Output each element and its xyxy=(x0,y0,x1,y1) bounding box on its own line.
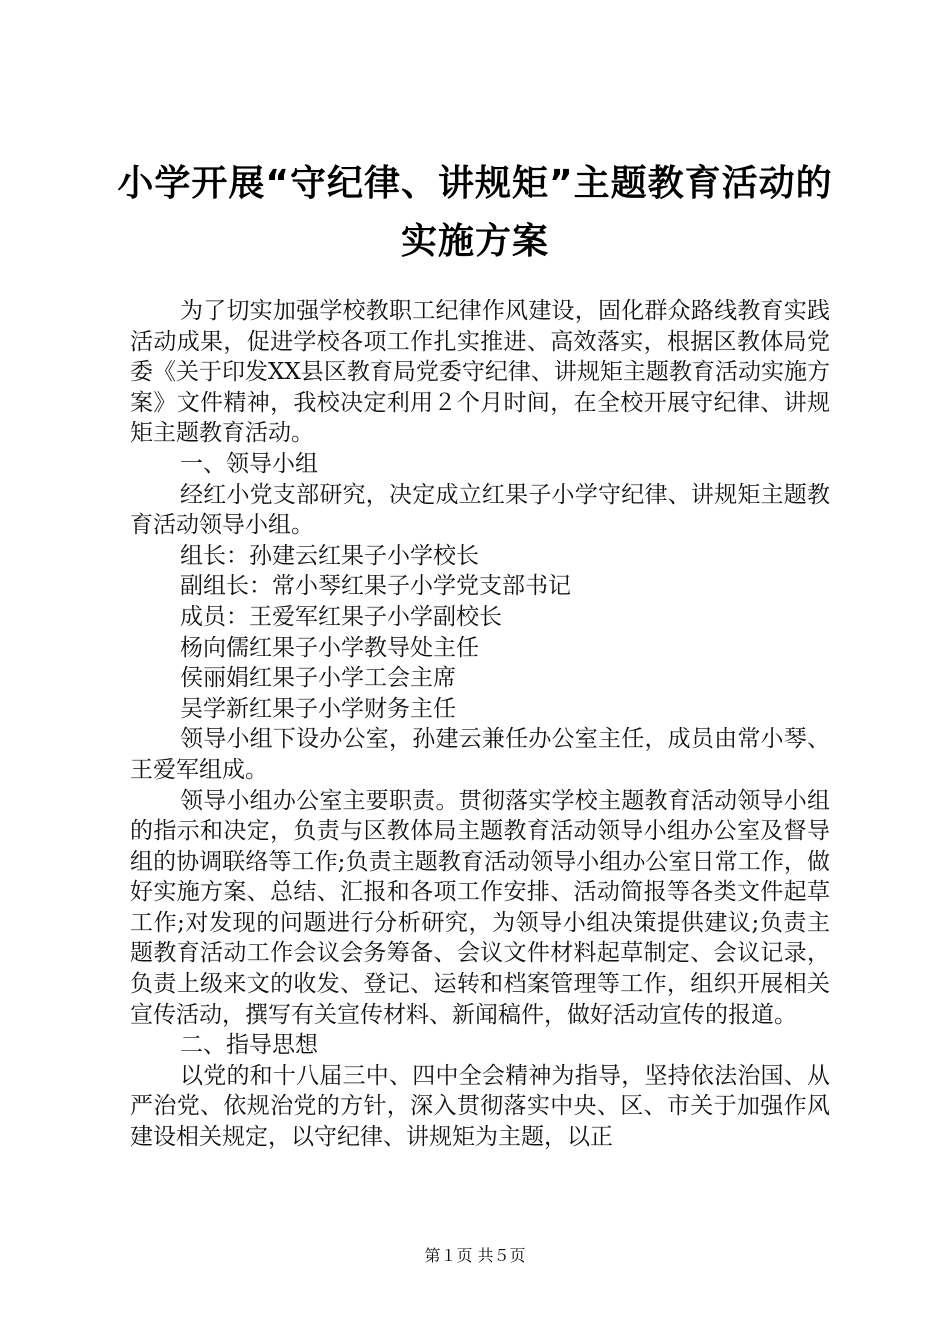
paragraph-guiding-thought: 以党的和十八届三中、四中全会精神为指导，坚持依法治国、从严治党、依规治党的方针，深入贯彻落实中央、区、市关于加强作风建设相关规定，以守纪律、讲规矩为主题，以正 xyxy=(130,1062,830,1151)
paragraph-office: 领导小组下设办公室，孙建云兼任办公室主任，成员由常小琴、王爱军组成。 xyxy=(130,726,830,783)
member-deputy-leader: 副组长：常小琴红果子小学党支部书记 xyxy=(180,573,571,600)
member-2: 杨向儒红果子小学教导处主任 xyxy=(180,634,479,661)
paragraph-intro: 为了切实加强学校教职工纪律作风建设，固化群众路线教育实践活动成果，促进学校各项工作扎实推进、高效落实，根据区教体局党委《关于印发XX县区教育局党委守纪律、讲规矩主题教育活动实施方案》文件精神，我校决定利用２个月时间，在全校开展守纪律、讲规矩主题教育活动。 xyxy=(130,298,830,447)
member-leader: 组长：孙建云红果子小学校长 xyxy=(180,542,479,569)
document-title-line-2: 实施方案 xyxy=(400,221,549,262)
page-number-footer: 第１页 共５页 xyxy=(424,1246,526,1265)
member-4: 吴学新红果子小学财务主任 xyxy=(180,695,456,722)
member-3: 侯丽娟红果子小学工会主席 xyxy=(180,665,456,692)
document-title-line-1: 小学开展“守纪律、讲规矩”主题教育活动的 xyxy=(117,163,833,204)
section-heading-leadership: 一、领导小组 xyxy=(180,450,318,477)
paragraph-office-duties: 领导小组办公室主要职责。贯彻落实学校主题教育活动领导小组的指示和决定，负责与区教体局主题教育活动领导小组办公室及督导组的协调联络等工作;负责主题教育活动领导小组办公室日常工作，做好实施方案、总结、汇报和各项工作安排、活动简报等各类文件起草工作;对发现的问题进行分析研究，为领导小组决策提供建议;负责主题教育活动工作会议会务筹备、会议文件材料起草制定、会议记录，负责上级来文的收发、登记、运转和档案管理等工作，组织开展相关宣传活动，撰写有关宣传材料、新闻稿件，做好活动宣传的报道。 xyxy=(130,787,830,1028)
section-heading-guiding-thought: 二、指导思想 xyxy=(180,1032,318,1059)
member-1: 成员：王爱军红果子小学副校长 xyxy=(180,603,502,630)
paragraph-leadership-decision: 经红小党支部研究，决定成立红果子小学守纪律、讲规矩主题教育活动领导小组。 xyxy=(130,481,830,539)
document-body xyxy=(130,296,830,1153)
